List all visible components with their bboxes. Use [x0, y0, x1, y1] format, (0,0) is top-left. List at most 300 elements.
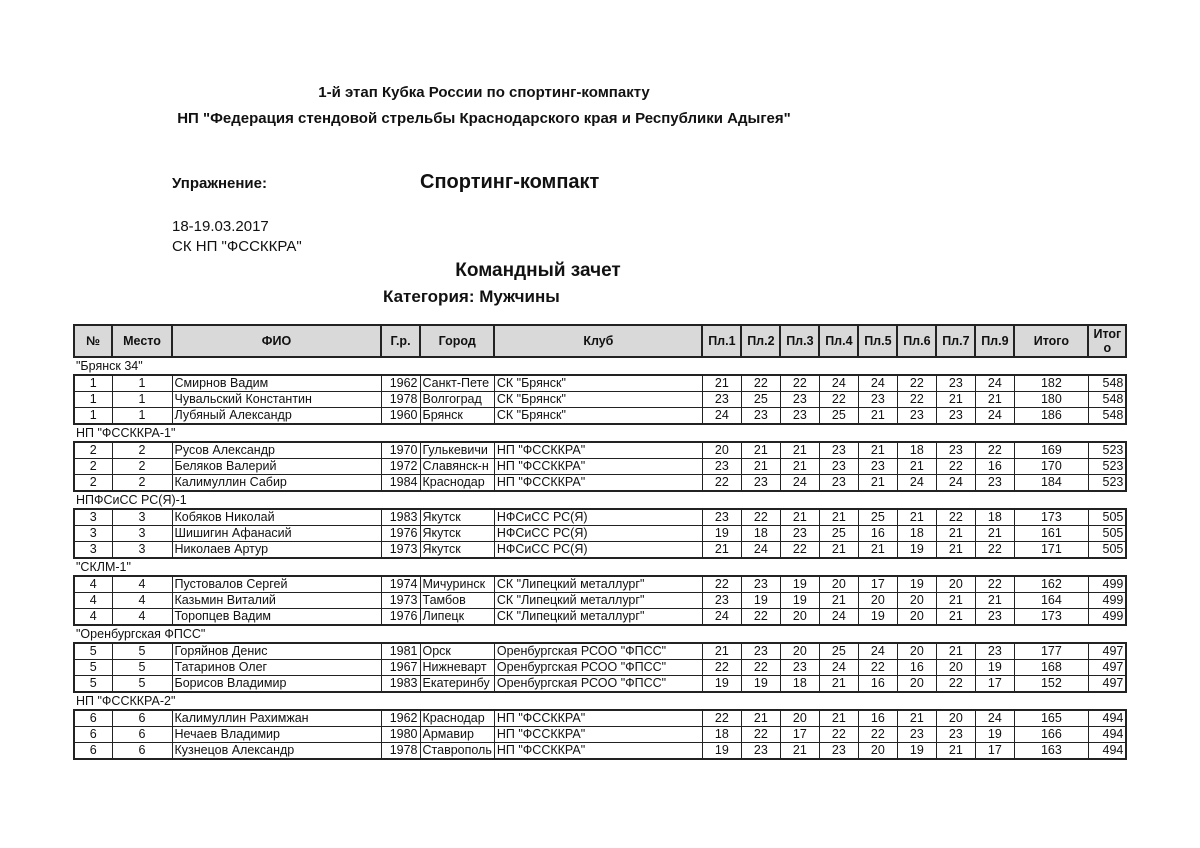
- table-row: [74, 676, 1126, 693]
- cell-stand-score: 18: [897, 526, 936, 542]
- cell-stand-score: 18: [741, 526, 780, 542]
- cell-stand-score: 24: [897, 475, 936, 492]
- cell-team-total: 499: [1088, 576, 1126, 593]
- cell-year: 1973: [381, 593, 420, 609]
- cell-no: 4: [74, 609, 112, 626]
- cell-team-total: 523: [1088, 475, 1126, 492]
- cell-stand-score: 23: [858, 392, 897, 408]
- cell-stand-score: 20: [819, 576, 858, 593]
- cell-stand-score: 21: [780, 743, 819, 760]
- cell-stand-score: 21: [975, 392, 1014, 408]
- cell-city: Краснодар: [420, 710, 494, 727]
- cell-city: Гулькевичи: [420, 442, 494, 459]
- cell-stand-score: 17: [975, 743, 1014, 760]
- cell-stand-score: 22: [780, 375, 819, 392]
- cell-team-total: 505: [1088, 526, 1126, 542]
- cell-no: 6: [74, 710, 112, 727]
- cell-stand-score: 25: [819, 643, 858, 660]
- cell-stand-score: 20: [858, 593, 897, 609]
- table-row: [74, 743, 1126, 760]
- cell-name: Калимуллин Сабир: [172, 475, 381, 492]
- cell-total: 180: [1014, 392, 1088, 408]
- cell-stand-score: 19: [975, 660, 1014, 676]
- cell-name: Чувальский Константин: [172, 392, 381, 408]
- cell-no: 6: [74, 727, 112, 743]
- cell-total: 173: [1014, 509, 1088, 526]
- cell-total: 186: [1014, 408, 1088, 425]
- cell-stand-score: 23: [936, 375, 975, 392]
- cell-stand-score: 23: [819, 459, 858, 475]
- cell-year: 1983: [381, 509, 420, 526]
- column-header-name: ФИО: [172, 325, 381, 357]
- cell-stand-score: 21: [702, 375, 741, 392]
- cell-no: 5: [74, 676, 112, 693]
- cell-stand-score: 21: [975, 526, 1014, 542]
- organizer-name: НП "Федерация стендовой стрельбы Краснодарского края и Республики Адыгея": [177, 110, 791, 127]
- cell-city: Брянск: [420, 408, 494, 425]
- cell-stand-score: 24: [936, 475, 975, 492]
- cell-team-total: 497: [1088, 676, 1126, 693]
- table-row: [74, 392, 1126, 408]
- cell-stand-score: 23: [897, 408, 936, 425]
- cell-city: Липецк: [420, 609, 494, 626]
- cell-club: НП "ФССККРА": [494, 459, 702, 475]
- team-name: "Брянск 34": [76, 359, 143, 373]
- cell-team-total: 523: [1088, 442, 1126, 459]
- cell-stand-score: 21: [858, 442, 897, 459]
- column-header-stand-5: Пл.5: [858, 325, 897, 357]
- cell-stand-score: 21: [819, 676, 858, 693]
- cell-stand-score: 23: [819, 475, 858, 492]
- cell-club: СК "Брянск": [494, 375, 702, 392]
- cell-city: Якутск: [420, 526, 494, 542]
- cell-stand-score: 20: [897, 609, 936, 626]
- table-header-row: [74, 325, 1126, 357]
- cell-city: Тамбов: [420, 593, 494, 609]
- cell-stand-score: 16: [858, 526, 897, 542]
- table-row: [74, 375, 1126, 392]
- team-name: НП "ФССККРА-2": [76, 694, 176, 708]
- cell-club: НП "ФССККРА": [494, 710, 702, 727]
- cell-stand-score: 23: [858, 459, 897, 475]
- cell-place: 4: [112, 576, 172, 593]
- cell-total: 162: [1014, 576, 1088, 593]
- cell-name: Горяйнов Денис: [172, 643, 381, 660]
- cell-year: 1972: [381, 459, 420, 475]
- column-header-no: №: [74, 325, 112, 357]
- cell-stand-score: 21: [936, 542, 975, 559]
- cell-club: НФСиСС РС(Я): [494, 542, 702, 559]
- cell-stand-score: 24: [819, 375, 858, 392]
- cell-stand-score: 21: [975, 593, 1014, 609]
- cell-stand-score: 19: [975, 727, 1014, 743]
- cell-stand-score: 23: [702, 392, 741, 408]
- cell-stand-score: 23: [819, 743, 858, 760]
- cell-stand-score: 21: [741, 710, 780, 727]
- cell-stand-score: 22: [702, 710, 741, 727]
- cell-stand-score: 23: [741, 643, 780, 660]
- table-row: [74, 408, 1126, 425]
- cell-stand-score: 23: [741, 743, 780, 760]
- cell-stand-score: 23: [702, 593, 741, 609]
- cell-club: НФСиСС РС(Я): [494, 509, 702, 526]
- table-row: [74, 526, 1126, 542]
- cell-city: Санкт-Пете: [420, 375, 494, 392]
- cell-stand-score: 20: [780, 643, 819, 660]
- cell-no: 4: [74, 593, 112, 609]
- cell-stand-score: 23: [936, 442, 975, 459]
- cell-stand-score: 21: [819, 593, 858, 609]
- cell-stand-score: 22: [702, 576, 741, 593]
- cell-stand-score: 24: [858, 375, 897, 392]
- cell-total: 177: [1014, 643, 1088, 660]
- cell-year: 1981: [381, 643, 420, 660]
- cell-stand-score: 16: [897, 660, 936, 676]
- cell-stand-score: 23: [780, 408, 819, 425]
- cell-stand-score: 23: [780, 526, 819, 542]
- cell-stand-score: 23: [936, 727, 975, 743]
- table-row: [74, 609, 1126, 626]
- cell-name: Торопцев Вадим: [172, 609, 381, 626]
- column-header-stand-1: Пл.1: [702, 325, 741, 357]
- cell-stand-score: 19: [780, 593, 819, 609]
- cell-team-total: 497: [1088, 643, 1126, 660]
- cell-stand-score: 19: [897, 542, 936, 559]
- cell-place: 3: [112, 509, 172, 526]
- cell-stand-score: 24: [819, 660, 858, 676]
- cell-total: 168: [1014, 660, 1088, 676]
- cell-stand-score: 22: [702, 660, 741, 676]
- cell-club: СК "Липецкий металлург": [494, 609, 702, 626]
- cell-club: СК "Брянск": [494, 408, 702, 425]
- cell-name: Казьмин Виталий: [172, 593, 381, 609]
- cell-name: Кузнецов Александр: [172, 743, 381, 760]
- cell-stand-score: 23: [975, 475, 1014, 492]
- cell-total: 184: [1014, 475, 1088, 492]
- cell-stand-score: 19: [858, 609, 897, 626]
- event-venue: СК НП "ФССККРА": [172, 238, 302, 255]
- cell-stand-score: 24: [975, 375, 1014, 392]
- cell-stand-score: 23: [780, 392, 819, 408]
- cell-club: СК "Брянск": [494, 392, 702, 408]
- cell-team-total: 523: [1088, 459, 1126, 475]
- cell-place: 5: [112, 676, 172, 693]
- cell-year: 1970: [381, 442, 420, 459]
- cell-stand-score: 23: [702, 459, 741, 475]
- column-header-stand-6: Пл.6: [897, 325, 936, 357]
- cell-stand-score: 21: [819, 542, 858, 559]
- cell-stand-score: 19: [741, 676, 780, 693]
- cell-stand-score: 22: [819, 392, 858, 408]
- column-header-place: Место: [112, 325, 172, 357]
- cell-team-total: 548: [1088, 375, 1126, 392]
- cell-city: Славянск-н: [420, 459, 494, 475]
- cell-stand-score: 20: [897, 676, 936, 693]
- cell-stand-score: 16: [975, 459, 1014, 475]
- cell-stand-score: 22: [936, 459, 975, 475]
- cell-no: 3: [74, 526, 112, 542]
- team-name: "Оренбургская ФПСС": [76, 627, 206, 641]
- column-header-city: Город: [420, 325, 494, 357]
- team-group-row: [74, 357, 1126, 375]
- cell-stand-score: 21: [741, 442, 780, 459]
- cell-stand-score: 21: [897, 459, 936, 475]
- cell-place: 4: [112, 609, 172, 626]
- table-row: [74, 459, 1126, 475]
- cell-team-total: 494: [1088, 727, 1126, 743]
- cell-stand-score: 20: [936, 576, 975, 593]
- cell-stand-score: 25: [819, 526, 858, 542]
- cell-city: Якутск: [420, 509, 494, 526]
- cell-no: 2: [74, 475, 112, 492]
- cell-place: 3: [112, 526, 172, 542]
- cell-no: 1: [74, 408, 112, 425]
- results-table: [73, 324, 1127, 760]
- exercise-value: Спортинг-компакт: [420, 171, 600, 193]
- cell-city: Якутск: [420, 542, 494, 559]
- cell-stand-score: 17: [975, 676, 1014, 693]
- table-row: [74, 576, 1126, 593]
- cell-place: 6: [112, 743, 172, 760]
- cell-year: 1962: [381, 710, 420, 727]
- cell-stand-score: 16: [858, 676, 897, 693]
- cell-place: 2: [112, 475, 172, 492]
- cell-name: Нечаев Владимир: [172, 727, 381, 743]
- cell-team-total: 494: [1088, 710, 1126, 727]
- cell-stand-score: 21: [780, 459, 819, 475]
- cell-stand-score: 21: [858, 408, 897, 425]
- team-group-row: [74, 625, 1126, 643]
- event-date: 18-19.03.2017: [172, 218, 269, 235]
- cell-stand-score: 24: [741, 542, 780, 559]
- cell-total: 164: [1014, 593, 1088, 609]
- cell-total: 166: [1014, 727, 1088, 743]
- cell-total: 165: [1014, 710, 1088, 727]
- column-header-team-total: Итог о: [1088, 325, 1126, 357]
- cell-place: 5: [112, 643, 172, 660]
- cell-stand-score: 24: [702, 408, 741, 425]
- cell-year: 1976: [381, 526, 420, 542]
- cell-year: 1973: [381, 542, 420, 559]
- column-header-stand-9: Пл.9: [975, 325, 1014, 357]
- cell-no: 3: [74, 509, 112, 526]
- cell-stand-score: 23: [975, 643, 1014, 660]
- cell-stand-score: 20: [780, 609, 819, 626]
- category-label: Категория: Мужчины: [383, 287, 560, 306]
- cell-stand-score: 19: [702, 743, 741, 760]
- cell-stand-score: 17: [780, 727, 819, 743]
- cell-year: 1974: [381, 576, 420, 593]
- team-group-row: [74, 558, 1126, 576]
- cell-total: 170: [1014, 459, 1088, 475]
- table-row: [74, 727, 1126, 743]
- cell-stand-score: 22: [897, 392, 936, 408]
- cell-club: Оренбургская РСОО "ФПСС": [494, 643, 702, 660]
- cell-no: 2: [74, 442, 112, 459]
- cell-team-total: 505: [1088, 509, 1126, 526]
- cell-total: 161: [1014, 526, 1088, 542]
- cell-place: 5: [112, 660, 172, 676]
- table-row: [74, 660, 1126, 676]
- cell-city: Нижневарт: [420, 660, 494, 676]
- cell-year: 1962: [381, 375, 420, 392]
- cell-no: 5: [74, 643, 112, 660]
- cell-stand-score: 19: [702, 526, 741, 542]
- cell-stand-score: 21: [819, 710, 858, 727]
- cell-city: Армавир: [420, 727, 494, 743]
- cell-year: 1967: [381, 660, 420, 676]
- cell-stand-score: 24: [975, 408, 1014, 425]
- team-name: НПФСиСС РС(Я)-1: [76, 493, 187, 507]
- table-row: [74, 542, 1126, 559]
- cell-club: НФСиСС РС(Я): [494, 526, 702, 542]
- cell-stand-score: 23: [741, 408, 780, 425]
- column-header-stand-3: Пл.3: [780, 325, 819, 357]
- table-row: [74, 710, 1126, 727]
- cell-stand-score: 22: [897, 375, 936, 392]
- cell-stand-score: 22: [702, 475, 741, 492]
- cell-place: 2: [112, 442, 172, 459]
- cell-stand-score: 22: [741, 509, 780, 526]
- cell-club: НП "ФССККРА": [494, 727, 702, 743]
- team-group-row: [74, 424, 1126, 442]
- cell-stand-score: 21: [936, 526, 975, 542]
- cell-place: 2: [112, 459, 172, 475]
- cell-stand-score: 22: [741, 609, 780, 626]
- cell-stand-score: 22: [975, 576, 1014, 593]
- cell-city: Ставрополь: [420, 743, 494, 760]
- cell-stand-score: 25: [819, 408, 858, 425]
- cell-club: НП "ФССККРА": [494, 442, 702, 459]
- cell-place: 6: [112, 727, 172, 743]
- cell-name: Борисов Владимир: [172, 676, 381, 693]
- cell-no: 1: [74, 392, 112, 408]
- cell-club: Оренбургская РСОО "ФПСС": [494, 676, 702, 693]
- cell-stand-score: 22: [819, 727, 858, 743]
- team-group-row: [74, 491, 1126, 509]
- cell-stand-score: 23: [741, 475, 780, 492]
- cell-stand-score: 19: [741, 593, 780, 609]
- cell-club: НП "ФССККРА": [494, 743, 702, 760]
- team-name: "СКЛМ-1": [76, 560, 131, 574]
- cell-name: Русов Александр: [172, 442, 381, 459]
- cell-stand-score: 20: [897, 593, 936, 609]
- cell-stand-score: 22: [975, 442, 1014, 459]
- cell-team-total: 494: [1088, 743, 1126, 760]
- cell-city: Орск: [420, 643, 494, 660]
- cell-stand-score: 18: [780, 676, 819, 693]
- cell-stand-score: 21: [780, 509, 819, 526]
- cell-name: Беляков Валерий: [172, 459, 381, 475]
- cell-city: Екатеринбу: [420, 676, 494, 693]
- cell-no: 5: [74, 660, 112, 676]
- table-row: [74, 509, 1126, 526]
- column-header-club: Клуб: [494, 325, 702, 357]
- cell-stand-score: 23: [702, 509, 741, 526]
- competition-title: 1-й этап Кубка России по спортинг-компакту: [318, 84, 650, 101]
- cell-place: 1: [112, 392, 172, 408]
- cell-stand-score: 22: [858, 660, 897, 676]
- cell-stand-score: 23: [819, 442, 858, 459]
- cell-total: 173: [1014, 609, 1088, 626]
- cell-team-total: 548: [1088, 408, 1126, 425]
- cell-stand-score: 25: [858, 509, 897, 526]
- table-row: [74, 643, 1126, 660]
- cell-city: Краснодар: [420, 475, 494, 492]
- column-header-year: Г.р.: [381, 325, 420, 357]
- cell-no: 6: [74, 743, 112, 760]
- cell-club: СК "Липецкий металлург": [494, 593, 702, 609]
- cell-club: НП "ФССККРА": [494, 475, 702, 492]
- cell-stand-score: 23: [936, 408, 975, 425]
- table-row: [74, 475, 1126, 492]
- cell-place: 1: [112, 375, 172, 392]
- table-row: [74, 593, 1126, 609]
- cell-stand-score: 22: [936, 509, 975, 526]
- cell-no: 2: [74, 459, 112, 475]
- cell-stand-score: 21: [819, 509, 858, 526]
- cell-stand-score: 17: [858, 576, 897, 593]
- cell-club: СК "Липецкий металлург": [494, 576, 702, 593]
- cell-stand-score: 20: [936, 710, 975, 727]
- team-name: НП "ФССККРА-1": [76, 426, 176, 440]
- cell-name: Татаринов Олег: [172, 660, 381, 676]
- cell-stand-score: 20: [897, 643, 936, 660]
- cell-total: 152: [1014, 676, 1088, 693]
- cell-stand-score: 18: [975, 509, 1014, 526]
- cell-city: Мичуринск: [420, 576, 494, 593]
- cell-year: 1976: [381, 609, 420, 626]
- cell-stand-score: 24: [975, 710, 1014, 727]
- cell-stand-score: 23: [741, 576, 780, 593]
- cell-total: 171: [1014, 542, 1088, 559]
- cell-place: 4: [112, 593, 172, 609]
- cell-stand-score: 21: [897, 509, 936, 526]
- cell-stand-score: 19: [897, 576, 936, 593]
- cell-place: 3: [112, 542, 172, 559]
- cell-total: 163: [1014, 743, 1088, 760]
- cell-stand-score: 24: [858, 643, 897, 660]
- cell-year: 1980: [381, 727, 420, 743]
- cell-stand-score: 19: [897, 743, 936, 760]
- cell-year: 1960: [381, 408, 420, 425]
- cell-no: 3: [74, 542, 112, 559]
- cell-stand-score: 25: [741, 392, 780, 408]
- cell-stand-score: 24: [702, 609, 741, 626]
- cell-stand-score: 21: [858, 475, 897, 492]
- cell-name: Калимуллин Рахимжан: [172, 710, 381, 727]
- cell-year: 1978: [381, 743, 420, 760]
- cell-year: 1983: [381, 676, 420, 693]
- cell-stand-score: 22: [741, 660, 780, 676]
- cell-no: 1: [74, 375, 112, 392]
- cell-stand-score: 23: [780, 660, 819, 676]
- cell-name: Шишигин Афанасий: [172, 526, 381, 542]
- cell-stand-score: 16: [858, 710, 897, 727]
- cell-name: Пустовалов Сергей: [172, 576, 381, 593]
- exercise-label: Упражнение:: [172, 175, 267, 192]
- cell-club: Оренбургская РСОО "ФПСС": [494, 660, 702, 676]
- cell-year: 1984: [381, 475, 420, 492]
- cell-team-total: 499: [1088, 609, 1126, 626]
- cell-stand-score: 23: [975, 609, 1014, 626]
- column-header-stand-4: Пл.4: [819, 325, 858, 357]
- cell-name: Кобяков Николай: [172, 509, 381, 526]
- cell-stand-score: 20: [936, 660, 975, 676]
- cell-total: 169: [1014, 442, 1088, 459]
- cell-no: 4: [74, 576, 112, 593]
- cell-stand-score: 21: [936, 392, 975, 408]
